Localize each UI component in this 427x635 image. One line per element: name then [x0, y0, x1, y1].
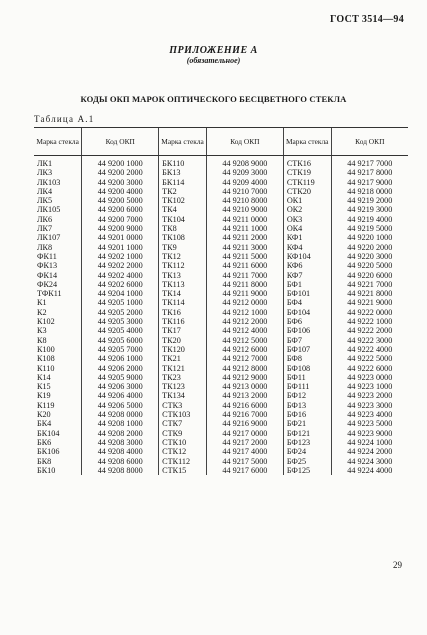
glass-grade-cell: К108	[37, 354, 55, 364]
okp-code-cell: 44 9217 7000	[331, 156, 408, 169]
okp-code-cell: 44 9222 3000	[331, 336, 408, 345]
okp-code-cell: 44 9219 2000	[331, 196, 408, 205]
okp-code-cell: 44 9211 5000	[206, 252, 283, 261]
table-row	[34, 233, 408, 242]
table-row	[34, 308, 408, 317]
okp-code-cell: 44 9220 5000	[331, 261, 408, 270]
okp-code-cell: 44 9200 1000	[82, 156, 159, 169]
table-row	[34, 373, 408, 382]
glass-grade-cell: СТК119	[283, 178, 331, 187]
table-row	[34, 252, 408, 261]
table-row	[34, 401, 408, 410]
table-row	[34, 419, 408, 428]
okp-code-cell: 44 9205 4000	[82, 326, 159, 335]
glass-grade-cell: БФ6	[283, 317, 331, 326]
okp-code-cell: 44 9200 7000	[82, 215, 159, 224]
okp-code-cell: 44 9206 1000	[82, 354, 159, 363]
okp-code-cell: 44 9224 2000	[331, 447, 408, 456]
okp-code-cell: 44 9220 2000	[331, 243, 408, 252]
okp-code-cell: 44 9222 6000	[331, 364, 408, 373]
glass-grade-cell: СТК7	[159, 419, 207, 428]
okp-code-cell: 44 9209 4000	[206, 178, 283, 187]
okp-code-cell: 44 9220 1000	[331, 233, 408, 242]
okp-code-cell: 44 9213 2000	[206, 391, 283, 400]
glass-grade-cell: БФ111	[283, 382, 331, 391]
glass-grade-cell: ОК3	[283, 215, 331, 224]
glass-grade-cell: БФ11	[283, 373, 331, 382]
table-body	[34, 156, 408, 476]
glass-grade-cell: К1	[37, 298, 47, 308]
glass-grade-cell: ЛК7	[37, 224, 53, 234]
column-header: Марка стекла	[159, 128, 207, 156]
glass-grade-cell: ОК4	[283, 224, 331, 233]
okp-code-cell: 44 9217 0000	[206, 429, 283, 438]
glass-grade-cell: БФ123	[283, 438, 331, 447]
table-caption: Таблица А.1	[34, 114, 95, 124]
glass-grade-cell: К3	[37, 326, 47, 336]
glass-grade-cell: ТК116	[159, 317, 207, 326]
column-header: Марка стекла	[34, 128, 82, 156]
okp-code-cell: 44 9221 8000	[331, 289, 408, 298]
okp-code-cell: 44 9223 2000	[331, 391, 408, 400]
glass-grade-cell: БФ4	[283, 298, 331, 307]
glass-grade-cell: К20	[37, 410, 51, 420]
glass-grade-cell: К102	[37, 317, 55, 327]
glass-grade-cell: ТК121	[159, 364, 207, 373]
okp-code-cell: 44 9200 2000	[82, 168, 159, 177]
glass-grade-cell: ТК113	[159, 280, 207, 289]
okp-code-cell: 44 9223 9000	[331, 429, 408, 438]
glass-grade-cell: К100	[37, 344, 55, 354]
table-row	[34, 429, 408, 438]
column-header: Код ОКП	[82, 128, 159, 156]
okp-code-cell: 44 9212 5000	[206, 336, 283, 345]
glass-grade-cell: ТК17	[159, 326, 207, 335]
okp-code-cell: 44 9212 9000	[206, 373, 283, 382]
okp-code-cell: 44 9212 8000	[206, 364, 283, 373]
glass-grade-cell: ЛК6	[37, 214, 53, 224]
glass-grade-cell: СТК16	[283, 156, 331, 169]
okp-code-cell: 44 9208 4000	[82, 447, 159, 456]
table-row	[34, 354, 408, 363]
glass-grade-cell: БФ16	[283, 410, 331, 419]
section-heading: КОДЫ ОКП МАРОК ОПТИЧЕСКОГО БЕСЦВЕТНОГО СТЕКЛА	[80, 94, 347, 104]
glass-grade-cell: БФ1	[283, 280, 331, 289]
glass-grade-cell: ТК123	[159, 382, 207, 391]
glass-grade-cell: КФ104	[283, 252, 331, 261]
glass-grade-cell: ЛК3	[37, 168, 53, 178]
glass-grade-cell: ЛК103	[37, 177, 61, 187]
okp-code-cell: 44 9202 4000	[82, 271, 159, 280]
okp-code-cell: 44 9212 4000	[206, 326, 283, 335]
appendix-status: (обязательное)	[186, 56, 241, 65]
glass-grade-cell: ТК120	[159, 345, 207, 354]
table-row	[34, 280, 408, 289]
okp-code-cell: 44 9210 8000	[206, 196, 283, 205]
okp-code-cell: 44 9216 6000	[206, 401, 283, 410]
glass-grade-cell: ТК104	[159, 215, 207, 224]
table-row	[34, 215, 408, 224]
glass-grade-cell: ТК14	[159, 289, 207, 298]
glass-grade-cell: ТК2	[159, 187, 207, 196]
okp-code-cell: 44 9224 1000	[331, 438, 408, 447]
glass-grade-cell: БФ7	[283, 336, 331, 345]
table-row	[34, 224, 408, 233]
glass-grade-cell: ФК24	[37, 279, 58, 289]
okp-code-cell: 44 9206 3000	[82, 382, 159, 391]
glass-grade-cell: ТК134	[159, 391, 207, 400]
okp-code-cell: 44 9217 4000	[206, 447, 283, 456]
okp-code-cell: 44 9221 7000	[331, 280, 408, 289]
okp-code-cell: 44 9222 5000	[331, 354, 408, 363]
okp-code-cell: 44 9206 2000	[82, 364, 159, 373]
glass-grade-cell: БФ121	[283, 429, 331, 438]
okp-code-cell: 44 9211 2000	[206, 233, 283, 242]
glass-grade-cell: К2	[37, 307, 47, 317]
glass-grade-cell: КФ4	[283, 243, 331, 252]
okp-code-cell: 44 9224 3000	[331, 457, 408, 466]
glass-grade-cell: СТК15	[159, 466, 207, 475]
table-row	[34, 298, 408, 307]
okp-code-cell: 44 9211 7000	[206, 271, 283, 280]
okp-code-cell: 44 9224 4000	[331, 466, 408, 475]
okp-code-cell: 44 9211 0000	[206, 215, 283, 224]
glass-grade-cell: СТК12	[159, 447, 207, 456]
glass-grade-cell: БК106	[37, 447, 60, 457]
okp-code-cell: 44 9206 5000	[82, 401, 159, 410]
glass-grade-cell: БК8	[37, 456, 52, 466]
glass-grade-cell: ТФК11	[37, 289, 62, 299]
table-row	[34, 336, 408, 345]
glass-grade-cell: К8	[37, 335, 47, 345]
okp-code-cell: 44 9219 3000	[331, 205, 408, 214]
okp-code-cell: 44 9223 3000	[331, 401, 408, 410]
okp-code-cell: 44 9208 3000	[82, 438, 159, 447]
standard-number: ГОСТ 3514—94	[329, 14, 404, 25]
glass-grade-cell: ТК112	[159, 261, 207, 270]
glass-codes-table	[34, 127, 408, 475]
okp-code-cell: 44 9213 0000	[206, 382, 283, 391]
okp-code-cell: 44 9223 0000	[331, 373, 408, 382]
okp-code-cell: 44 9212 6000	[206, 345, 283, 354]
okp-code-cell: 44 9219 4000	[331, 215, 408, 224]
okp-code-cell: 44 9217 9000	[331, 178, 408, 187]
okp-code-cell: 44 9216 9000	[206, 419, 283, 428]
glass-grade-cell: СТК103	[159, 410, 207, 419]
table-row	[34, 466, 408, 475]
glass-grade-cell: ТК4	[159, 205, 207, 214]
okp-code-cell: 44 9205 2000	[82, 308, 159, 317]
okp-code-cell: 44 9212 1000	[206, 308, 283, 317]
glass-grade-cell: СТК112	[159, 457, 207, 466]
glass-grade-cell: ТК114	[159, 298, 207, 307]
glass-grade-cell: БФ101	[283, 289, 331, 298]
okp-code-cell: 44 9205 9000	[82, 373, 159, 382]
okp-code-cell: 44 9219 5000	[331, 224, 408, 233]
glass-grade-cell: СТК9	[159, 429, 207, 438]
okp-code-cell: 44 9200 3000	[82, 178, 159, 187]
glass-grade-cell: К19	[37, 391, 51, 401]
glass-grade-cell: БК104	[37, 428, 60, 438]
table-row	[34, 447, 408, 456]
table-row	[34, 243, 408, 252]
appendix-title: ПРИЛОЖЕНИЕ А	[169, 45, 258, 56]
column-header: Код ОКП	[206, 128, 283, 156]
glass-grade-cell: К15	[37, 382, 51, 392]
okp-code-cell: 44 9208 6000	[82, 457, 159, 466]
glass-grade-cell: БК110	[159, 156, 207, 169]
glass-grade-cell: К119	[37, 400, 55, 410]
glass-grade-cell: ТК9	[159, 243, 207, 252]
okp-code-cell: 44 9205 1000	[82, 298, 159, 307]
glass-grade-cell: БК10	[37, 465, 56, 475]
glass-grade-cell: ТК108	[159, 233, 207, 242]
okp-code-cell: 44 9210 9000	[206, 205, 283, 214]
okp-code-cell: 44 9217 8000	[331, 168, 408, 177]
table-row	[34, 261, 408, 270]
glass-grade-cell: БФ104	[283, 308, 331, 317]
glass-grade-cell: СТК20	[283, 187, 331, 196]
table-row	[34, 156, 408, 169]
glass-grade-cell: БФ106	[283, 326, 331, 335]
glass-grade-cell: КФ6	[283, 261, 331, 270]
table-row	[34, 317, 408, 326]
okp-code-cell: 44 9208 0000	[82, 410, 159, 419]
okp-code-cell: 44 9222 2000	[331, 326, 408, 335]
page-number: 29	[393, 560, 402, 570]
glass-grade-cell: ФК13	[37, 261, 58, 271]
glass-grade-cell: СТК19	[283, 168, 331, 177]
table-row	[34, 410, 408, 419]
okp-code-cell: 44 9211 1000	[206, 224, 283, 233]
glass-grade-cell: ТК12	[159, 252, 207, 261]
okp-code-cell: 44 9208 9000	[206, 156, 283, 169]
table-row	[34, 382, 408, 391]
glass-grade-cell: ЛК107	[37, 233, 61, 243]
table-row	[34, 205, 408, 214]
table-row	[34, 438, 408, 447]
column-header: Марка стекла	[283, 128, 331, 156]
glass-grade-cell: БК6	[37, 437, 52, 447]
glass-grade-cell: ТК20	[159, 336, 207, 345]
table-row	[34, 289, 408, 298]
glass-grade-cell: СТК3	[159, 401, 207, 410]
glass-grade-cell: ТК23	[159, 373, 207, 382]
table-row	[34, 345, 408, 354]
glass-grade-cell: БФ25	[283, 457, 331, 466]
okp-code-cell: 44 9222 4000	[331, 345, 408, 354]
glass-grade-cell: ЛК8	[37, 242, 53, 252]
table-header-row	[34, 128, 408, 156]
okp-code-cell: 44 9217 5000	[206, 457, 283, 466]
okp-code-cell: 44 9217 6000	[206, 466, 283, 475]
okp-code-cell: 44 9205 3000	[82, 317, 159, 326]
glass-grade-cell: ФК11	[37, 251, 57, 261]
glass-grade-cell: ТК21	[159, 354, 207, 363]
glass-grade-cell: ЛК105	[37, 205, 61, 215]
okp-code-cell: 44 9222 1000	[331, 317, 408, 326]
okp-code-cell: 44 9202 6000	[82, 280, 159, 289]
okp-code-cell: 44 9220 6000	[331, 271, 408, 280]
okp-code-cell: 44 9211 8000	[206, 280, 283, 289]
glass-grade-cell: ТК102	[159, 196, 207, 205]
glass-grade-cell: БФ107	[283, 345, 331, 354]
table-row	[34, 391, 408, 400]
glass-grade-cell: БФ8	[283, 354, 331, 363]
okp-code-cell: 44 9222 0000	[331, 308, 408, 317]
okp-code-cell: 44 9202 1000	[82, 252, 159, 261]
glass-grade-cell: К14	[37, 372, 51, 382]
glass-grade-cell: ОК1	[283, 196, 331, 205]
okp-code-cell: 44 9208 1000	[82, 419, 159, 428]
okp-code-cell: 44 9200 4000	[82, 187, 159, 196]
okp-code-cell: 44 9217 2000	[206, 438, 283, 447]
glass-grade-cell: ЛК1	[37, 159, 53, 168]
glass-grade-cell: ЛК5	[37, 196, 53, 206]
okp-code-cell: 44 9212 0000	[206, 298, 283, 307]
glass-grade-cell: ФК14	[37, 270, 58, 280]
glass-grade-cell: БК13	[159, 168, 207, 177]
okp-code-cell: 44 9212 2000	[206, 317, 283, 326]
glass-grade-cell: БФ12	[283, 391, 331, 400]
glass-grade-cell: БФ24	[283, 447, 331, 456]
okp-code-cell: 44 9211 6000	[206, 261, 283, 270]
glass-grade-cell: БК4	[37, 419, 52, 429]
table-row	[34, 178, 408, 187]
okp-code-cell: 44 9211 9000	[206, 289, 283, 298]
glass-grade-cell: ТК8	[159, 224, 207, 233]
okp-code-cell: 44 9204 1000	[82, 289, 159, 298]
okp-code-cell: 44 9200 5000	[82, 196, 159, 205]
okp-code-cell: 44 9206 4000	[82, 391, 159, 400]
column-header: Код ОКП	[331, 128, 408, 156]
glass-grade-cell: ТК16	[159, 308, 207, 317]
table-row	[34, 168, 408, 177]
okp-code-cell: 44 9208 8000	[82, 466, 159, 475]
glass-grade-cell: К110	[37, 363, 55, 373]
table-row	[34, 196, 408, 205]
table-row	[34, 187, 408, 196]
glass-grade-cell: КФ1	[283, 233, 331, 242]
okp-code-cell: 44 9208 2000	[82, 429, 159, 438]
okp-code-cell: 44 9205 7000	[82, 345, 159, 354]
table-row	[34, 457, 408, 466]
okp-code-cell: 44 9202 2000	[82, 261, 159, 270]
glass-grade-cell: КФ7	[283, 271, 331, 280]
table-row	[34, 271, 408, 280]
okp-code-cell: 44 9212 7000	[206, 354, 283, 363]
glass-grade-cell: БФ21	[283, 419, 331, 428]
glass-grade-cell: ОК2	[283, 205, 331, 214]
table-row	[34, 326, 408, 335]
okp-code-cell: 44 9216 7000	[206, 410, 283, 419]
okp-code-cell: 44 9200 6000	[82, 205, 159, 214]
okp-code-cell: 44 9220 3000	[331, 252, 408, 261]
okp-code-cell: 44 9201 1000	[82, 243, 159, 252]
okp-code-cell: 44 9223 5000	[331, 419, 408, 428]
okp-code-cell: 44 9201 0000	[82, 233, 159, 242]
okp-code-cell: 44 9221 9000	[331, 298, 408, 307]
table-row	[34, 364, 408, 373]
glass-grade-cell: СТК10	[159, 438, 207, 447]
okp-code-cell: 44 9218 0000	[331, 187, 408, 196]
glass-grade-cell: БК114	[159, 178, 207, 187]
okp-code-cell: 44 9223 1000	[331, 382, 408, 391]
glass-grade-cell: БФ13	[283, 401, 331, 410]
glass-grade-cell: ТК13	[159, 271, 207, 280]
okp-code-cell: 44 9223 4000	[331, 410, 408, 419]
okp-code-cell: 44 9209 3000	[206, 168, 283, 177]
glass-grade-cell: БФ108	[283, 364, 331, 373]
okp-code-cell: 44 9200 9000	[82, 224, 159, 233]
okp-code-cell: 44 9210 7000	[206, 187, 283, 196]
okp-code-cell: 44 9211 3000	[206, 243, 283, 252]
glass-grade-cell: ЛК4	[37, 186, 53, 196]
glass-grade-cell: БФ125	[283, 466, 331, 475]
okp-code-cell: 44 9205 6000	[82, 336, 159, 345]
